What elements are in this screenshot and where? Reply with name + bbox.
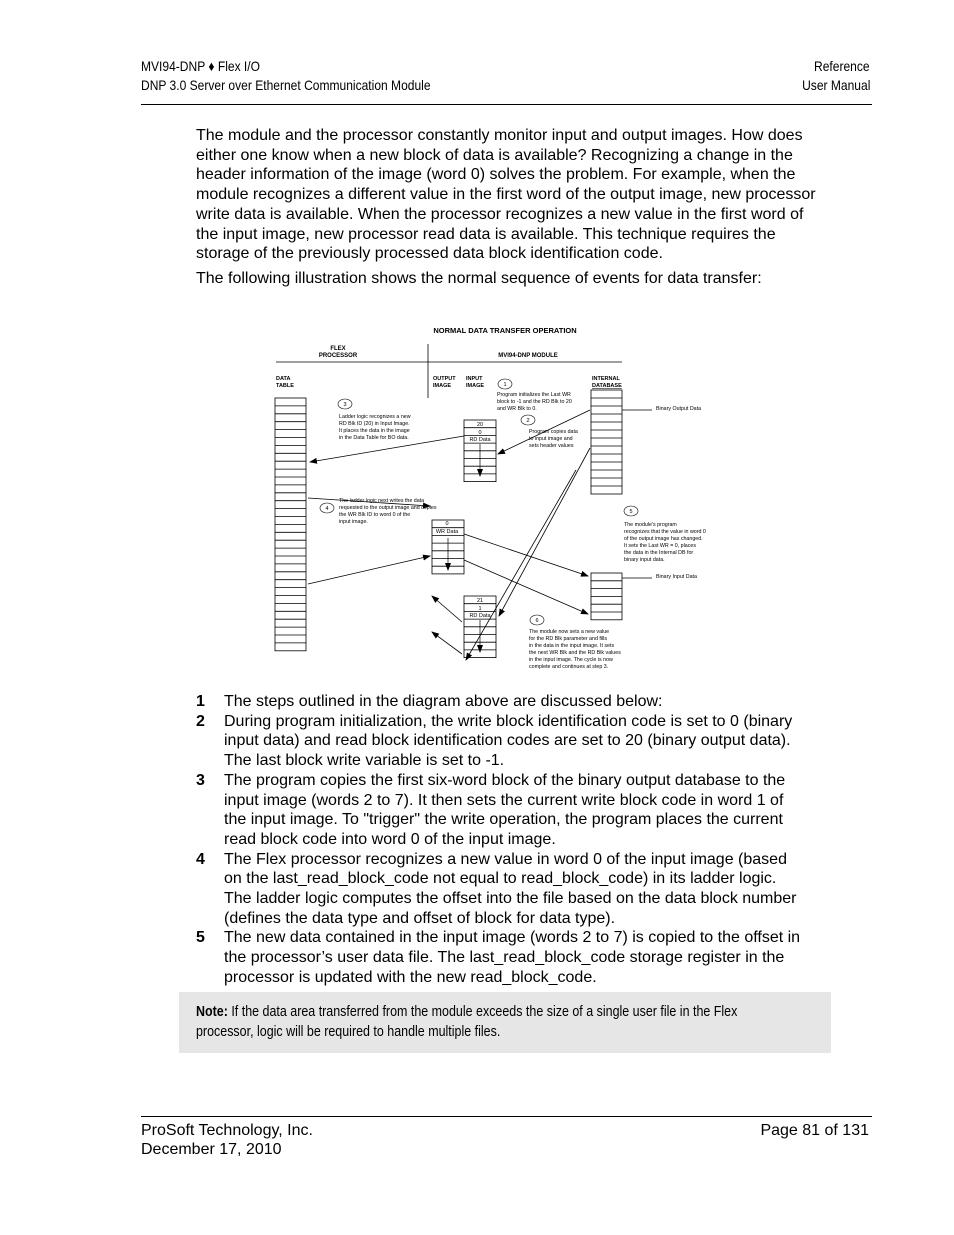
diagram-internal-db-label-2: DATABASE <box>592 383 622 389</box>
rd-block-1-label: RD Data <box>469 437 491 443</box>
diagram-output-image-label: OUTPUT <box>433 376 456 382</box>
diagram-input-image-label: INPUT <box>466 376 483 382</box>
callout-6-number: 6 <box>535 618 539 624</box>
callout-3 <box>338 399 411 441</box>
diagram-binary-output-label: Binary Output Data <box>656 406 702 412</box>
note-body: If the data area transferred from the module exceeds the size of a single user file in the Flex processor, logic will be required to handle multiple files. <box>196 1004 738 1040</box>
callout-5-line-6: binary input data. <box>624 557 665 563</box>
callout-3-number: 3 <box>343 402 347 408</box>
diagram-data-table-label: DATA <box>276 376 291 382</box>
arrow-output-image-to-db <box>464 534 588 576</box>
callout-6-line-5: in the input image. The cycle is now <box>529 657 613 663</box>
callout-6-line-3: in the data in the input image. It sets <box>529 643 615 649</box>
wr-block-label: WR Data <box>435 529 459 535</box>
internal-db-binary-input <box>591 573 622 620</box>
callout-2-number: 2 <box>526 418 530 424</box>
footer-page-number: Page 81 of 131 <box>760 1122 869 1139</box>
illustration-intro: The following illustration shows the normal sequence of events for data transfer: <box>196 269 762 287</box>
step-item <box>196 850 806 929</box>
diagram-output-image-label-2: IMAGE <box>433 383 452 389</box>
step-number: 3 <box>196 771 205 789</box>
arrow-output-to-db-2 <box>464 560 588 614</box>
callout-6-line-1: The module now sets a new value <box>529 629 610 635</box>
callout-4-line-2: requested to the output image and copies <box>339 505 437 511</box>
callout-5-line-5: the data in the Internal DB for <box>624 550 694 556</box>
note-box <box>179 992 831 1053</box>
diagram-processor-label: PROCESSOR <box>318 353 358 359</box>
header-section: Reference <box>814 58 870 74</box>
arrow-input-image-to-flex-2 <box>432 632 462 654</box>
internal-db-binary-output <box>591 390 622 494</box>
data-table-column <box>275 398 306 651</box>
wr-block-value: 0 <box>445 521 449 527</box>
rd-block-2-value-2: 1 <box>478 606 482 612</box>
step-item <box>196 712 806 771</box>
rd-block-1-value-2: 0 <box>478 430 482 436</box>
step-text: The Flex processor recognizes a new value in word 0 of the input image (based on the last_read_block_code not equal to read_block_code) in its ladder logic. The ladder logic computes the offset into the file based on the data block number (defines the data type and offset of block for data type). <box>224 850 797 927</box>
callout-3-line-3: It places the data in the image <box>339 428 410 434</box>
callout-3-line-4: in the Data Table for BO data. <box>339 435 409 441</box>
callout-6 <box>529 615 621 670</box>
header-product-line: MVI94-DNP ♦ Flex I/O <box>141 58 260 74</box>
step-number: 1 <box>196 693 205 710</box>
intro-paragraph: The module and the processor constantly monitor input and output images. How does either one know when a new block of data is available? Recognizing a change in the header information of the image (word 0) solves the problem. For example, when the module recognizes a different value in the first word of the output image, new processor write data is available. When the processor recognizes a new value in the first word of the input image, new processor read data is available. This technique requires the storage of the previously processed data block identification code. <box>196 127 816 263</box>
callout-1-line-2: block to -1 and the RD Blk to 20 <box>497 399 572 405</box>
callout-5-line-1: The module's program <box>624 522 677 528</box>
step-text: During program initialization, the write block identification code is set to 0 (binary input data) and read block identification codes are set to 20 (binary output data). The last block write variable is set to -1. <box>224 712 793 770</box>
callout-5 <box>624 506 706 563</box>
diagram-internal-db-label: INTERNAL <box>592 376 620 382</box>
rd-block-2-label: RD Data <box>469 613 491 619</box>
callout-4-line-4: input image. <box>339 519 368 525</box>
callout-1-number: 1 <box>503 382 507 388</box>
rd-block-2-value-1: 21 <box>476 598 484 604</box>
callout-6-line-4: the next WR Blk and the RD Blk values <box>529 650 621 656</box>
callout-2-line-3: sets header values <box>529 443 574 449</box>
footer-company: ProSoft Technology, Inc. <box>141 1122 313 1139</box>
rd-block-1-value-1: 20 <box>476 422 484 428</box>
callout-3-line-1: Ladder logic recognizes a new <box>339 414 411 420</box>
header-doc-type: User Manual <box>801 77 870 93</box>
callout-4-number: 4 <box>325 506 329 512</box>
step-item <box>196 771 806 850</box>
callout-2-line-2: to input image and <box>529 436 573 442</box>
callout-4 <box>320 498 437 525</box>
diagram-title: NORMAL DATA TRANSFER OPERATION <box>433 326 577 335</box>
step-text: The program copies the first six-word block of the binary output database to the input image (words 2 to 7). It then sets the current write block code in word 1 of the input image. To "trigger" the write operation, the program places the current read block code into word 0 of the input image. <box>224 771 786 848</box>
callout-3-line-2: RD Blk ID (20) in Input Image. <box>339 421 410 427</box>
note-text <box>196 1002 798 1042</box>
arrow-flex-to-output-header <box>308 556 430 584</box>
steps-list <box>196 692 806 988</box>
diagram-input-image-label-2: IMAGE <box>466 383 485 389</box>
callout-5-line-3: of the output image has changed. <box>624 536 703 542</box>
callout-5-line-4: It sets the Last WR = 0, places <box>624 543 696 549</box>
diagram-flex-label: FLEX <box>330 346 346 352</box>
note-label: Note: <box>196 1004 228 1020</box>
diagram-binary-input-label: Binary Input Data <box>656 574 697 580</box>
callout-1-line-1: Program initializes the Last WR <box>497 392 571 398</box>
callout-1 <box>497 379 572 412</box>
callout-6-line-6: complete and continues at step 3. <box>529 664 609 670</box>
footer-date: December 17, 2010 <box>141 1141 282 1158</box>
arrow-input-image-to-flex-1 <box>432 596 462 622</box>
step-item <box>196 928 806 987</box>
callout-4-line-3: the WR Blk ID to word 0 of the <box>339 512 411 518</box>
step-item <box>196 692 806 712</box>
callout-2-line-1: Program copies data <box>529 429 578 435</box>
step-text: The steps outlined in the diagram above are discussed below: <box>224 693 663 710</box>
callout-5-number: 5 <box>629 509 633 515</box>
footer-rule <box>141 1116 872 1117</box>
callout-1-line-3: and WR Blk to 0. <box>497 406 537 412</box>
step-number: 4 <box>196 850 205 868</box>
step-number: 2 <box>196 712 205 730</box>
step-text: The new data contained in the input image (words 2 to 7) is copied to the offset in the processor’s user data file. The last_read_block_code storage register in the processor is updated with the new read_block_code. <box>224 929 801 986</box>
callout-5-line-2: recognizes that the value in word 0 <box>624 529 706 535</box>
header-product-subtitle: DNP 3.0 Server over Ethernet Communication Module <box>141 77 431 93</box>
arrow-db-to-input-image-2 <box>499 448 590 616</box>
callout-6-line-2: for the RD Blk parameter and fills <box>529 636 608 642</box>
step-number: 5 <box>196 929 205 947</box>
callout-4-line-1: The ladder logic next writes the data <box>339 498 425 504</box>
diagram-module-label: MVI94-DNP MODULE <box>498 353 558 359</box>
diagram-data-table-label-2: TABLE <box>276 383 294 389</box>
